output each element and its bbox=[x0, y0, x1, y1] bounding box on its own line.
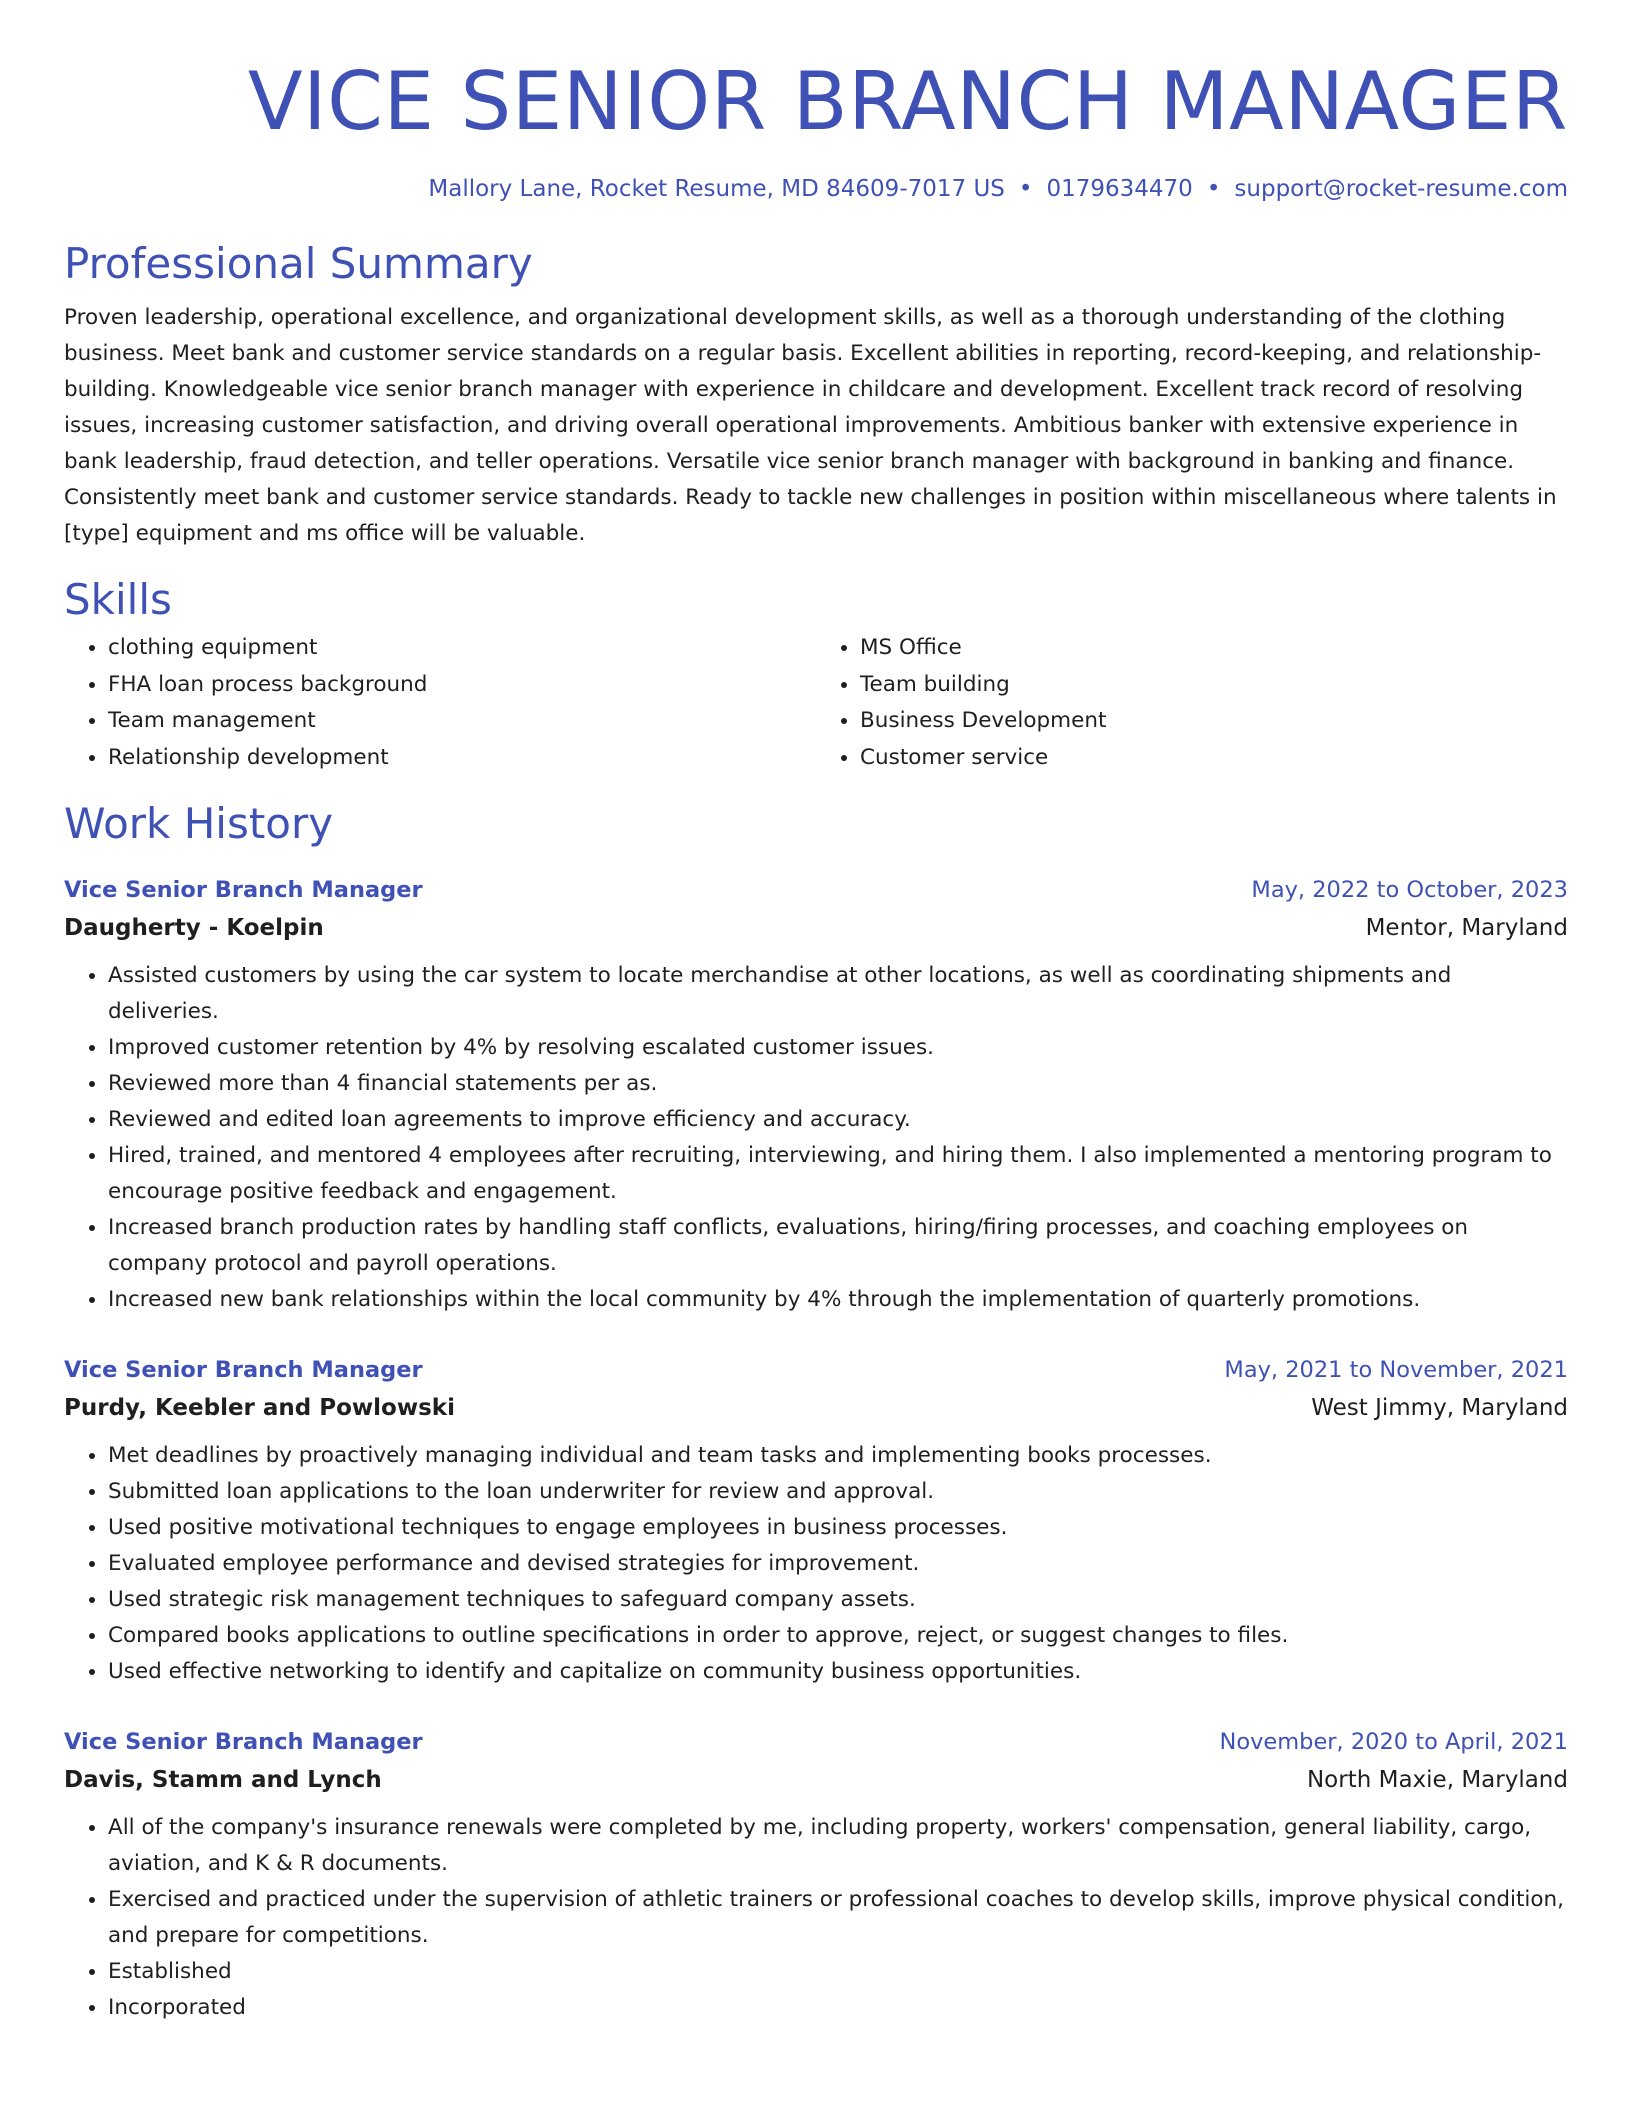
job-bullet: • Compared books applications to outline specifications in order to approve, reject, or suggest changes to files. bbox=[108, 1618, 1568, 1654]
skill-item: • Business Development bbox=[860, 703, 1568, 740]
contact-email[interactable]: support@rocket-resume.com bbox=[1234, 176, 1568, 202]
skill-item: • MS Office bbox=[860, 630, 1568, 667]
job-header-row bbox=[64, 872, 1568, 908]
skills-list-right bbox=[816, 630, 1568, 776]
job-bullet: • Met deadlines by proactively managing individual and team tasks and implementing books processes. bbox=[108, 1438, 1568, 1474]
job-title: Vice Senior Branch Manager bbox=[64, 1357, 423, 1383]
job-location: North Maxie, Maryland bbox=[1306, 1767, 1568, 1793]
skill-item: • Customer service bbox=[860, 740, 1568, 777]
contact-line bbox=[64, 174, 1568, 204]
skill-item: • Team management bbox=[108, 703, 816, 740]
job-bullet: • Used strategic risk management techniques to safeguard company assets. bbox=[108, 1582, 1568, 1618]
job-company: Purdy, Keebler and Powlowski bbox=[64, 1395, 455, 1421]
job-bullet: • Used effective networking to identify and capitalize on community business opportunities. bbox=[108, 1654, 1568, 1690]
resume-header bbox=[64, 52, 1568, 204]
contact-address: Mallory Lane, Rocket Resume, MD 84609-7017 US bbox=[428, 176, 1005, 202]
job-bullet: • Used positive motivational techniques to engage employees in business processes. bbox=[108, 1510, 1568, 1546]
job-entry bbox=[64, 872, 1568, 1318]
job-dates: November, 2020 to April, 2021 bbox=[1219, 1729, 1568, 1755]
skill-item: • clothing equipment bbox=[108, 630, 816, 667]
job-location: Mentor, Maryland bbox=[1365, 915, 1568, 941]
summary-heading: Professional Summary bbox=[64, 239, 533, 288]
job-bullet: • Evaluated employee performance and devised strategies for improvement. bbox=[108, 1546, 1568, 1582]
job-bullet: • Reviewed and edited loan agreements to improve efficiency and accuracy. bbox=[108, 1102, 1568, 1138]
skills-columns bbox=[64, 630, 1568, 776]
job-company: Daugherty - Koelpin bbox=[64, 915, 324, 941]
job-title: Vice Senior Branch Manager bbox=[64, 877, 423, 903]
candidate-name: VICE SENIOR BRANCH MANAGER bbox=[247, 55, 1568, 148]
job-bullet: • Incorporated bbox=[108, 1990, 1568, 2026]
job-location: West Jimmy, Maryland bbox=[1311, 1395, 1568, 1421]
job-bullets bbox=[64, 1438, 1568, 1690]
contact-separator: • bbox=[1206, 176, 1221, 202]
job-bullet: • Assisted customers by using the car system to locate merchandise at other locations, as well as coordinating shipments and deliveries. bbox=[108, 958, 1568, 1030]
contact-separator: • bbox=[1018, 176, 1033, 202]
contact-phone: 0179634470 bbox=[1046, 176, 1193, 202]
job-title: Vice Senior Branch Manager bbox=[64, 1729, 423, 1755]
job-dates: May, 2021 to November, 2021 bbox=[1224, 1357, 1568, 1383]
job-header-row bbox=[64, 1352, 1568, 1388]
job-entry bbox=[64, 1352, 1568, 1690]
job-bullets bbox=[64, 958, 1568, 1318]
job-bullet: • Improved customer retention by 4% by resolving escalated customer issues. bbox=[108, 1030, 1568, 1066]
job-bullet: • Submitted loan applications to the loan underwriter for review and approval. bbox=[108, 1474, 1568, 1510]
skills-list-left bbox=[64, 630, 816, 776]
summary-section bbox=[64, 238, 1568, 552]
job-company-row bbox=[64, 908, 1568, 948]
skills-heading: Skills bbox=[64, 575, 172, 624]
job-bullet: • Increased new bank relationships within the local community by 4% through the implementation of quarterly promotions. bbox=[108, 1282, 1568, 1318]
work-history-heading: Work History bbox=[64, 799, 334, 848]
job-header-row bbox=[64, 1724, 1568, 1760]
job-company-row bbox=[64, 1760, 1568, 1800]
job-bullet: • Established bbox=[108, 1954, 1568, 1990]
summary-text: Proven leadership, operational excellence, and organizational development skills, as well as a thorough understanding of the clothing business. Meet bank and customer service standards on a regular basis. Excellent abilities in reporting, record-keeping, and relationship-building. Knowledgeable vice senior branch manager with experience in childcare and development. Excellent track record of resolving issues, increasing customer satisfaction, and driving overall operational improvements. Ambitious banker with extensive experience in bank leadership, fraud detection, and teller operations. Versatile vice senior branch manager with background in banking and finance. Consistently meet bank and customer service standards. Ready to tackle new challenges in position within miscellaneous where talents in [type] equipment and ms office will be valuable. bbox=[64, 305, 1557, 546]
job-company-row bbox=[64, 1388, 1568, 1428]
skill-item: • Team building bbox=[860, 667, 1568, 704]
job-bullet: • Reviewed more than 4 financial statements per as. bbox=[108, 1066, 1568, 1102]
job-bullets bbox=[64, 1810, 1568, 2026]
job-company: Davis, Stamm and Lynch bbox=[64, 1767, 382, 1793]
skill-item: • FHA loan process background bbox=[108, 667, 816, 704]
job-dates: May, 2022 to October, 2023 bbox=[1251, 877, 1568, 903]
skill-item: • Relationship development bbox=[108, 740, 816, 777]
job-bullet: • Exercised and practiced under the supervision of athletic trainers or professional coaches to develop skills, improve physical condition, and prepare for competitions. bbox=[108, 1882, 1568, 1954]
job-bullet: • Hired, trained, and mentored 4 employees after recruiting, interviewing, and hiring them. I also implemented a mentoring program to encourage positive feedback and engagement. bbox=[108, 1138, 1568, 1210]
job-bullet: • All of the company's insurance renewals were completed by me, including property, workers' compensation, general liability, cargo, aviation, and K & R documents. bbox=[108, 1810, 1568, 1882]
skills-section bbox=[64, 574, 1568, 776]
job-bullet: • Increased branch production rates by handling staff conflicts, evaluations, hiring/firing processes, and coaching employees on company protocol and payroll operations. bbox=[108, 1210, 1568, 1282]
job-entry bbox=[64, 1724, 1568, 2026]
work-history-section bbox=[64, 798, 1568, 2026]
